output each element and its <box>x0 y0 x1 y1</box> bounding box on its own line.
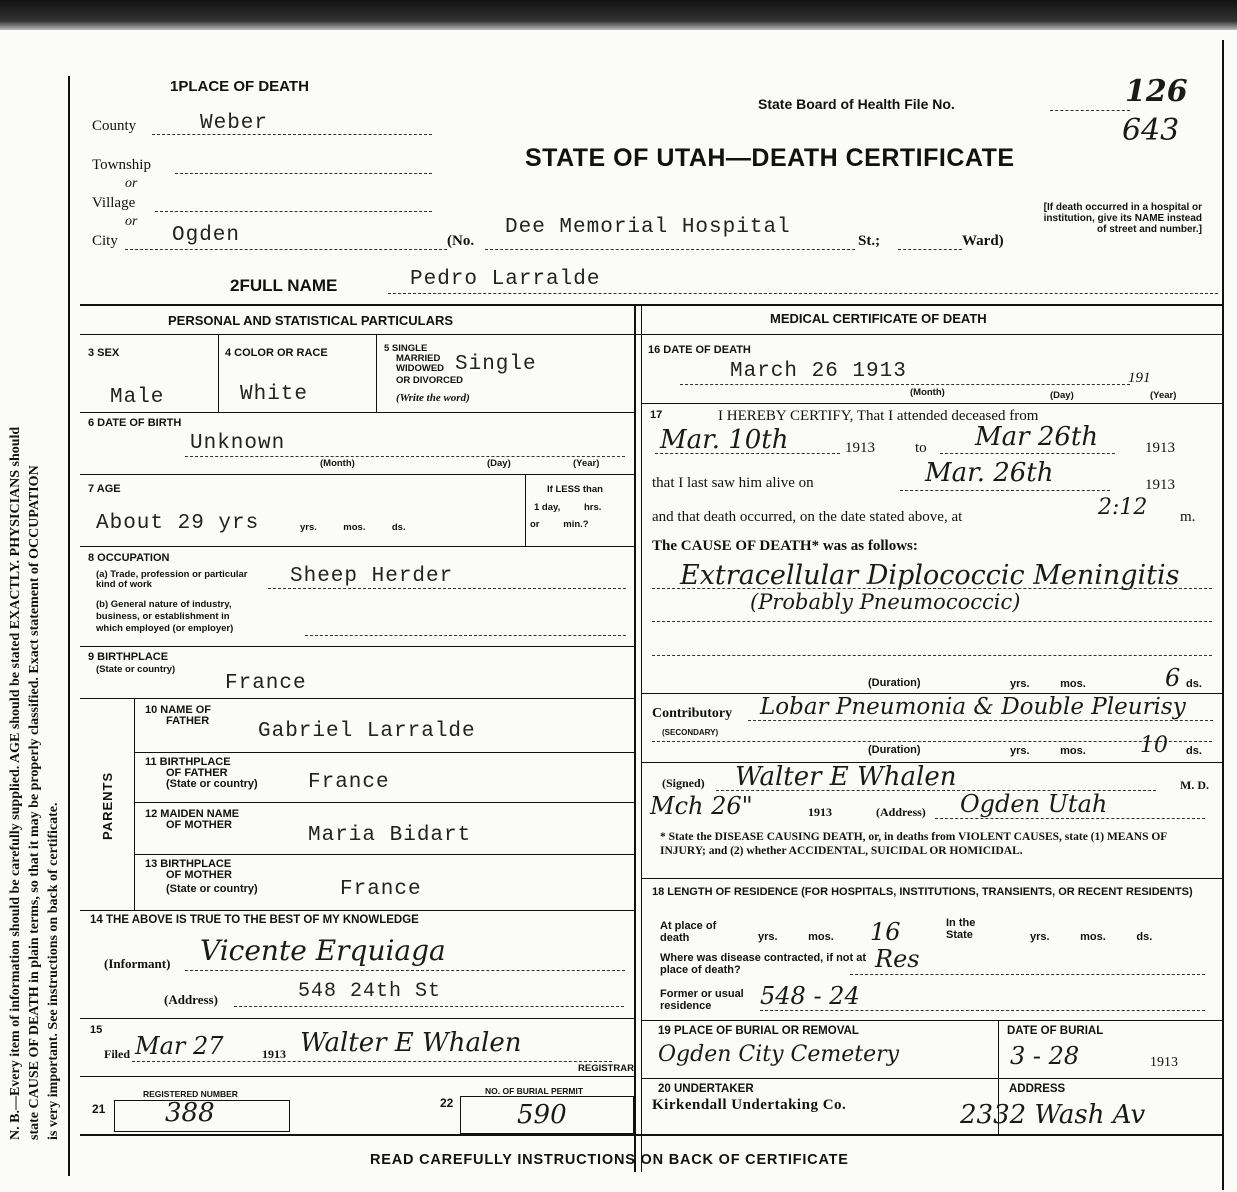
contributory-label: Contributory <box>652 706 733 721</box>
city-value: Ogden <box>172 224 241 247</box>
color-label: 4 COLOR OR RACE <box>225 347 328 359</box>
duration-label: (Duration) <box>868 677 921 689</box>
medical-section-title: MEDICAL CERTIFICATE OF DEATH <box>770 311 987 326</box>
certificate-title: STATE OF UTAH—DEATH CERTIFICATE <box>525 144 1015 172</box>
registrar-signature: Walter E Whalen <box>300 1028 522 1058</box>
certify-number: 17 <box>650 409 663 421</box>
burial-date-label: DATE OF BURIAL <box>1007 1025 1104 1037</box>
file-number-label: State Board of Health File No. <box>758 96 955 112</box>
father-birthplace-label-2: OF FATHER <box>166 767 228 779</box>
less-than-label-3: or min.? <box>530 519 589 530</box>
mother-value: Maria Bidart <box>308 824 472 847</box>
street-st-label: St.; <box>858 233 881 249</box>
residence-title: 18 LENGTH OF RESIDENCE (FOR HOSPITALS, INSTITUTIONS, TRANSIENTS, OR RECENT RESIDENTS) <box>652 886 1193 898</box>
attended-to-year: 1913 <box>1145 440 1175 456</box>
undertaker-label: 20 UNDERTAKER <box>658 1083 754 1095</box>
filed-date: Mar 27 <box>135 1032 224 1060</box>
marital-label-widowed: WIDOWED <box>396 363 445 374</box>
date-of-death-value: March 26 1913 <box>730 360 907 383</box>
city-label: City <box>92 233 118 249</box>
time-of-death: 2:12 <box>1098 495 1148 520</box>
left-margin-rule <box>68 76 70 1176</box>
signed-label: (Signed) <box>662 776 705 790</box>
cause-footnote: * State the DISEASE CAUSING DEATH, or, in deaths from VIOLENT CAUSES, state (1) MEANS OF INJURY; and (2) whether ACCIDENTAL, SUICIDAL OR HOMICIDAL. <box>660 831 1167 857</box>
dob-value: Unknown <box>190 432 286 455</box>
contracted-value: Res <box>875 945 920 973</box>
occupation-b-label-1: (b) General nature of industry, <box>96 599 232 610</box>
contracted-label: Where was disease contracted, if not at place of death? <box>660 952 867 976</box>
attended-from-year: 1913 <box>845 440 875 456</box>
secondary-label: (SECONDARY) <box>662 728 719 737</box>
marital-label-married: MARRIED <box>396 353 441 364</box>
marital-label-single: 5 SINGLE <box>384 343 428 354</box>
at-place-months: 16 <box>870 918 901 946</box>
occupation-b-label-2: business, or establishment in <box>96 611 230 622</box>
street-no-label: (No. <box>447 233 475 249</box>
contributory-cause: Lobar Pneumonia & Double Pleurisy <box>760 694 1186 720</box>
father-birthplace-value: France <box>308 771 390 794</box>
ward-label: Ward) <box>962 233 1004 249</box>
mother-label-1: 12 MAIDEN NAME <box>145 808 240 820</box>
burial-place-label: 19 PLACE OF BURIAL OR REMOVAL <box>658 1025 859 1037</box>
personal-section-title: PERSONAL AND STATISTICAL PARTICULARS <box>168 313 454 328</box>
mother-birthplace-label-3: (State or country) <box>166 883 258 895</box>
village-label: Village <box>92 195 136 211</box>
full-name-label: 2FULL NAME <box>230 276 338 295</box>
undertaker-stamp: Kirkendall Undertaking Co. <box>652 1097 847 1113</box>
occupation-label: 8 OCCUPATION <box>88 552 170 564</box>
cause-title: The CAUSE OF DEATH* was as follows: <box>652 538 918 554</box>
registered-number-label: REGISTERED NUMBER <box>143 1089 238 1099</box>
or-label-2: or <box>125 214 138 229</box>
duration-ds: ds. <box>1186 678 1202 690</box>
informant-title: 14 THE ABOVE IS TRUE TO THE BEST OF MY KNOWLEDGE <box>90 914 419 926</box>
in-state-label: In the State <box>946 917 976 941</box>
last-saw-text: that I last saw him alive on <box>652 475 814 491</box>
occurred-text: and that death occurred, on the date stated above, at <box>652 509 963 525</box>
last-saw-year: 1913 <box>1145 477 1175 493</box>
occupation-value: Sheep Herder <box>290 565 454 588</box>
less-than-label-2: 1 day, hrs. <box>534 502 602 513</box>
township-label: Township <box>92 157 151 173</box>
occupation-a-label: (a) Trade, profession or particular kind of work <box>96 569 248 590</box>
contrib-duration-months: 10 <box>1140 733 1168 758</box>
hospital-note: [If death occurred in a hospital or institution, give its NAME instead of street and number.] <box>1043 202 1202 235</box>
former-residence: 548 - 24 <box>760 982 860 1010</box>
signed-date: Mch 26" <box>650 792 753 820</box>
birthplace-label: 9 BIRTHPLACE <box>88 651 169 663</box>
or-label-1: or <box>125 176 138 191</box>
age-units: yrs. mos. ds. <box>300 522 406 533</box>
father-label-1: 10 NAME OF <box>145 704 212 716</box>
dob-day-label: (Day) <box>487 458 511 469</box>
date-of-death-label: 16 DATE OF DEATH <box>648 344 751 356</box>
mother-label-2: OF MOTHER <box>166 819 232 831</box>
birthplace-sub-label: (State or country) <box>96 664 176 675</box>
at-place-label: At place of death <box>660 920 717 944</box>
marital-value: Single <box>455 353 537 376</box>
burial-permit-prefix: 22 <box>440 1096 454 1110</box>
birthplace-value: France <box>225 672 307 695</box>
age-value: About 29 yrs <box>96 512 260 535</box>
burial-date: 3 - 28 <box>1010 1042 1080 1070</box>
last-saw-date: Mar. 26th <box>925 458 1054 488</box>
attended-to: Mar 26th <box>975 422 1099 452</box>
mother-birthplace-value: France <box>340 878 422 901</box>
street-value: Dee Memorial Hospital <box>505 216 791 239</box>
side-note-line1: N. B.—Every item of information should be carefully supplied. AGE should be stated EXACTLY. PHYSICIANS should <box>8 426 23 1140</box>
former-residence-label: Former or usual residence <box>660 988 744 1012</box>
physician-address-label: (Address) <box>876 805 926 819</box>
date-year-label: (Year) <box>1150 390 1177 401</box>
cause-of-death-2: (Probably Pneumococcic) <box>750 590 1021 614</box>
contrib-duration-units: yrs. mos. <box>1010 745 1086 757</box>
age-label: 7 AGE <box>88 483 121 495</box>
date-month-label: (Month) <box>910 387 945 398</box>
burial-year: 1913 <box>1150 1055 1178 1070</box>
informant-address-label: (Address) <box>164 992 218 1007</box>
filed-label: Filed <box>104 1047 130 1061</box>
duration-units: yrs. mos. <box>1010 678 1086 690</box>
dob-month-label: (Month) <box>320 458 355 469</box>
certify-text: I HEREBY CERTIFY, That I attended deceased from <box>718 408 1039 424</box>
contrib-duration-ds: ds. <box>1186 745 1202 757</box>
duration-days: 6 <box>1165 664 1181 692</box>
informant-address: 548 24th St <box>298 980 442 1003</box>
parents-label: PARENTS <box>100 771 115 840</box>
marital-write-word: (Write the word) <box>396 392 470 404</box>
at-place-units: yrs. mos. <box>758 931 834 943</box>
marital-label-divorced: OR DIVORCED <box>396 375 464 386</box>
dob-label: 6 DATE OF BIRTH <box>88 417 182 429</box>
physician-signature: Walter E Whalen <box>735 762 957 792</box>
burial-permit-label: NO. OF BURIAL PERMIT <box>485 1086 584 1096</box>
side-note-line2: state CAUSE OF DEATH in plain terms, so that it may be properly classified. Exact statement of OCCUPATION <box>27 465 42 1140</box>
burial-place: Ogden City Cemetery <box>658 1042 900 1067</box>
place-of-death-title: 1PLACE OF DEATH <box>170 78 309 95</box>
scan-top-strip <box>0 0 1237 30</box>
md-label: M. D. <box>1180 778 1209 792</box>
registered-number: 388 <box>165 1098 215 1128</box>
signed-year: 1913 <box>808 805 832 819</box>
informant-signature: Vicente Erquiaga <box>200 934 446 967</box>
father-value: Gabriel Larralde <box>258 720 476 743</box>
date-day-label: (Day) <box>1050 390 1074 401</box>
color-value: White <box>240 383 309 406</box>
undertaker-address: 2332 Wash Av <box>960 1100 1146 1130</box>
burial-permit-number: 590 <box>517 1100 567 1130</box>
side-note-line3: is very important. See instructions on back of certificate. <box>46 802 61 1140</box>
full-name-value: Pedro Larralde <box>410 268 601 291</box>
time-suffix: m. <box>1180 509 1196 525</box>
registered-number-prefix: 21 <box>92 1102 106 1116</box>
undertaker-address-label: ADDRESS <box>1009 1083 1066 1095</box>
occupation-b-label-3: which employed (or employer) <box>96 623 234 634</box>
filed-number: 15 <box>90 1024 103 1036</box>
in-state-units: yrs. mos. ds. <box>1030 931 1153 943</box>
filed-year: 1913 <box>262 1047 286 1061</box>
sex-label: 3 SEX <box>88 347 120 359</box>
physician-address: Ogden Utah <box>960 790 1108 818</box>
attended-to-label: to <box>915 440 927 456</box>
contrib-duration-label: (Duration) <box>868 744 921 756</box>
father-birthplace-label-3: (State or country) <box>166 778 258 790</box>
mother-birthplace-label-1: 13 BIRTHPLACE <box>145 858 232 870</box>
informant-label: (Informant) <box>104 956 171 971</box>
column-divider <box>634 304 636 1172</box>
right-margin-rule <box>1222 40 1224 1190</box>
date-of-death-year-prefix: 191 <box>1128 370 1151 386</box>
cause-of-death: Extracellular Diplococcic Meningitis <box>680 560 1180 591</box>
father-label-2: FATHER <box>166 715 210 727</box>
sex-value: Male <box>110 386 165 409</box>
dob-year-label: (Year) <box>573 458 600 469</box>
attended-from: Mar. 10th <box>660 425 789 455</box>
county-label: County <box>92 118 137 134</box>
less-than-label-1: If LESS than <box>547 484 603 495</box>
footer-instructions: READ CAREFULLY INSTRUCTIONS ON BACK OF CERTIFICATE <box>370 1152 849 1168</box>
registrar-label: REGISTRAR <box>578 1063 634 1074</box>
file-number-secondary: 643 <box>1122 113 1180 148</box>
mother-birthplace-label-2: OF MOTHER <box>166 869 232 881</box>
county-value: Weber <box>200 112 269 135</box>
file-number: 126 <box>1125 74 1188 109</box>
father-birthplace-label-1: 11 BIRTHPLACE <box>145 756 231 768</box>
